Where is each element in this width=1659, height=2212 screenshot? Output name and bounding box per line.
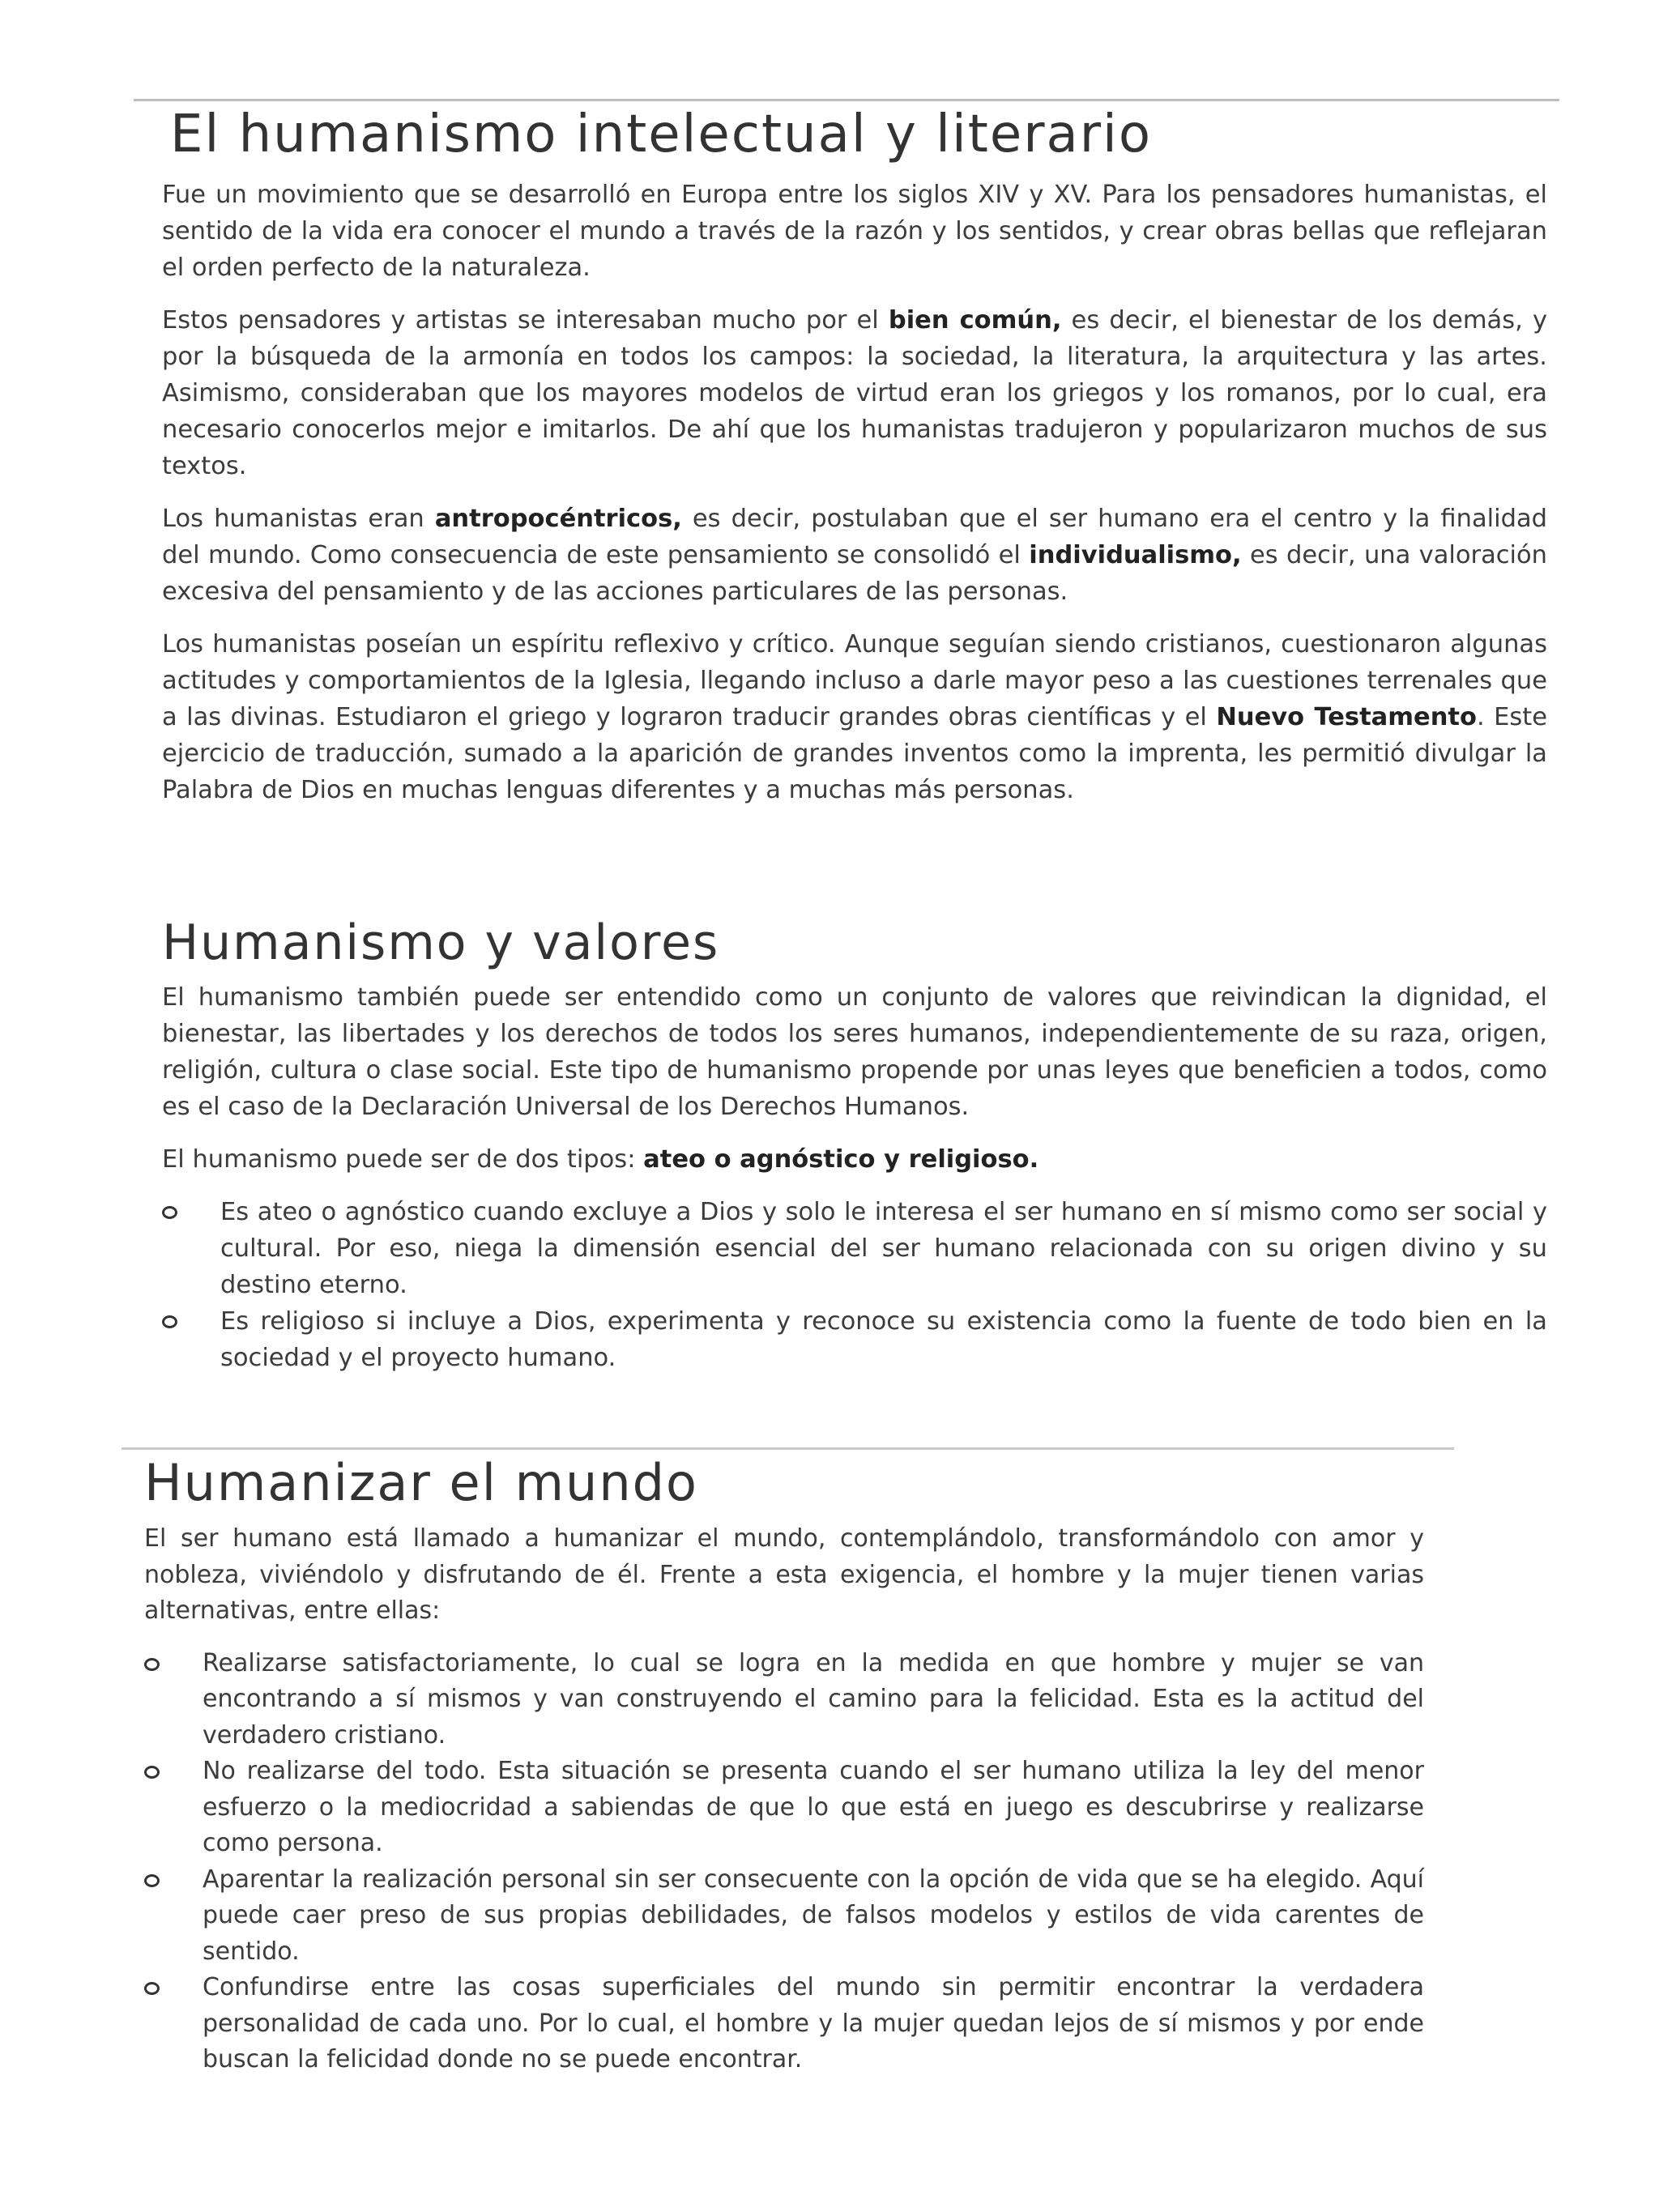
- circle-bullet-icon: [162, 1206, 177, 1219]
- circle-bullet-icon: [144, 1874, 160, 1887]
- section-humanism-values: [162, 915, 1547, 1376]
- bold-term: individualismo,: [1029, 540, 1242, 569]
- paragraph-text: Los humanistas eran: [162, 504, 435, 533]
- middle-divider: [122, 1447, 1454, 1450]
- paragraph-text: Estos pensadores y artistas se interesaban mucho por el: [162, 305, 889, 335]
- paragraph-text: El ser humano está llamado a humanizar el mundo, contemplándolo, transformándolo con amor y nobleza, viviéndolo y disfrutando de él. Frente a esta exigencia, el hombre y la mujer tienen varias alternativas, entre ellas:: [144, 1524, 1424, 1626]
- section-intellectual-humanism: [162, 105, 1547, 825]
- list-item-text: Confundirse entre las cosas superficiales del mundo sin permitir encontrar la verdadera personalidad de cada uno. Por lo cual, el hombre y la mujer quedan lejos de sí mismos y por ende buscan la felicidad donde no se puede encontrar.: [203, 1973, 1424, 2074]
- bold-term: Nuevo Testamento: [1216, 702, 1477, 731]
- list-item: [144, 1970, 1424, 2078]
- bullet-list: [162, 1194, 1547, 1376]
- list-item-text: Es religioso si incluye a Dios, experimenta y reconoce su existencia como la fuente de todo bien en la sociedad y el proyecto humano.: [220, 1307, 1547, 1372]
- list-item-text: No realizarse del todo. Esta situación se presenta cuando el ser humano utiliza la ley del menor esfuerzo o la mediocridad a sabiendas de que lo que está en juego es descubrirse y realizarse como persona.: [203, 1757, 1424, 1858]
- paragraph: [162, 177, 1547, 286]
- paragraph-text: . Este ejercicio de traducción, sumado a la aparición de grandes inventos como la imprenta, les permitió divulgar la Palabra de Dios en muchas lenguas diferentes y a muchas más personas.: [162, 702, 1548, 804]
- circle-bullet-icon: [144, 1766, 160, 1779]
- list-item: [144, 1862, 1424, 1971]
- list-item-text: Realizarse satisfactoriamente, lo cual se logra en la medida en que hombre y mujer se van encontrando a sí mismos y van construyendo el camino para la felicidad. Esta es la actitud del verdadero cristiano.: [203, 1648, 1424, 1750]
- paragraph-text: es decir, una valoración excesiva del pensamiento y de las acciones particulares de las personas.: [162, 540, 1547, 606]
- paragraph: [162, 979, 1547, 1125]
- list-item-text: Es ateo o agnóstico cuando excluye a Dios y solo le interesa el ser humano en sí mismo como ser social y cultural. Por eso, niega la dimensión esencial del ser humano relacionada con su origen divino y su destino eterno.: [220, 1198, 1547, 1299]
- bold-term: antropocéntricos,: [434, 504, 682, 533]
- paragraph-text: El humanismo puede ser de dos tipos:: [162, 1145, 644, 1174]
- circle-bullet-icon: [162, 1315, 177, 1328]
- circle-bullet-icon: [144, 1982, 160, 1995]
- list-item: [144, 1754, 1424, 1862]
- paragraph-text: Fue un movimiento que se desarrolló en Europa entre los siglos XIV y XV. Para los pensadores humanistas, el sentido de la vida era conocer el mundo a través de la razón y los sentidos, y crear obras bellas que reflejaran el orden perfecto de la naturaleza.: [162, 180, 1547, 282]
- list-item: [162, 1194, 1547, 1303]
- section-title: Humanizar el mundo: [144, 1453, 698, 1512]
- paragraph: [162, 626, 1547, 808]
- paragraph: [162, 1141, 1547, 1178]
- paragraph: [162, 302, 1547, 484]
- paragraph: [144, 1521, 1424, 1630]
- list-item: [144, 1646, 1424, 1754]
- paragraph: [162, 501, 1547, 610]
- circle-bullet-icon: [144, 1658, 160, 1671]
- bold-term: bien común,: [888, 305, 1062, 335]
- paragraph-text: Los humanistas poseían un espíritu reflexivo y crítico. Aunque seguían siendo cristianos, cuestionaron algunas actitudes y comportamientos de la Iglesia, llegando incluso a darle mayor peso a las cuestiones terrenales que a las divinas. Estudiaron el griego y lograron traducir grandes obras científicas y el: [162, 629, 1547, 731]
- top-divider: [134, 99, 1559, 101]
- paragraph-text: es decir, el bienestar de los demás, y por la búsqueda de la armonía en todos los campos: la sociedad, la literatura, la arquitectura y las artes. Asimismo, consideraban que los mayores modelos de virtud eran los griegos y los romanos, por lo cual, era necesario conocerlos mejor e imitarlos. De ahí que los humanistas tradujeron y popularizaron muchos de sus textos.: [162, 305, 1547, 480]
- section-humanize-world: [144, 1454, 1424, 2078]
- list-item: [162, 1303, 1547, 1376]
- paragraph-text: es decir, postulaban que el ser humano era el centro y la finalidad del mundo. Como consecuencia de este pensamiento se consolidó el: [162, 504, 1547, 569]
- bullet-list: [144, 1646, 1424, 2078]
- bold-term: ateo o agnóstico y religioso.: [643, 1145, 1039, 1174]
- section-title: El humanismo intelectual y literario: [170, 104, 1152, 164]
- section-title: Humanismo y valores: [162, 914, 720, 971]
- list-item-text: Aparentar la realización personal sin ser consecuente con la opción de vida que se ha elegido. Aquí puede caer preso de sus propias debilidades, de falsos modelos y estilos de vida carentes de sentido.: [203, 1865, 1424, 1966]
- paragraph-text: El humanismo también puede ser entendido como un conjunto de valores que reivindican la dignidad, el bienestar, las libertades y los derechos de todos los seres humanos, independientemente de su raza, origen, religión, cultura o clase social. Este tipo de humanismo propende por unas leyes que beneficien a todos, como es el caso de la Declaración Universal de los Derechos Humanos.: [162, 983, 1547, 1121]
